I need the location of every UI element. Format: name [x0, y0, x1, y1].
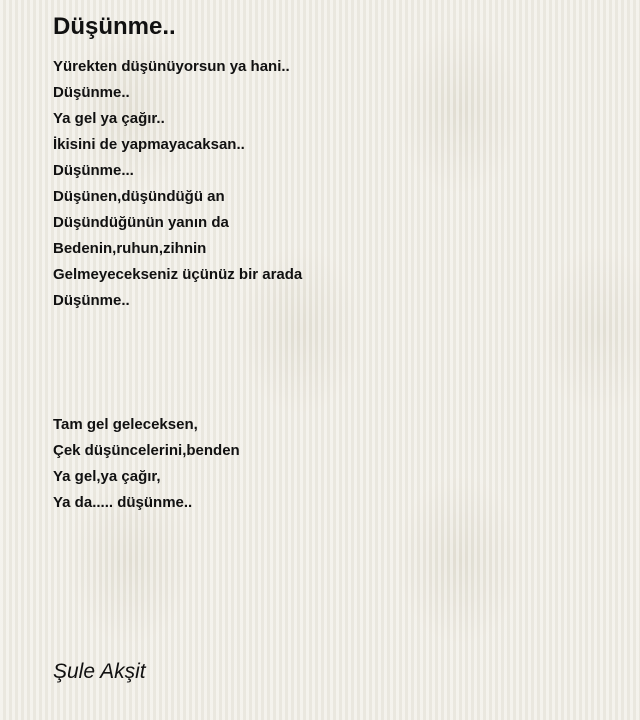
poem-line: Düşünme.. [53, 292, 130, 309]
poem-author: Şule Akşit [53, 660, 146, 683]
poem-line: Çek düşüncelerini,benden [53, 442, 240, 459]
poem-line: Düşündüğünün yanın da [53, 214, 229, 231]
poem-line: Düşünme.. [53, 84, 130, 101]
poem-line: Gelmeyecekseniz üçünüz bir arada [53, 266, 303, 283]
poem-line: İkisini de yapmayacaksan.. [53, 136, 245, 153]
poem-line: Tam gel geleceksen, [53, 416, 198, 433]
poem-line: Düşünen,düşündüğü an [53, 188, 225, 205]
stanza-1 [53, 54, 302, 314]
poem-line: Ya da..... düşünme.. [53, 494, 193, 511]
poem-line: Yürekten düşünüyorsun ya hani.. [53, 58, 290, 75]
poem-line: Bedenin,ruhun,zihnin [53, 240, 207, 257]
poem-title: Düşünme.. [53, 13, 176, 40]
stanza-2 [53, 412, 240, 516]
poem-line: Düşünme... [53, 162, 134, 179]
poem-line: Ya gel ya çağır.. [53, 110, 165, 127]
poem-line: Ya gel,ya çağır, [53, 468, 161, 485]
